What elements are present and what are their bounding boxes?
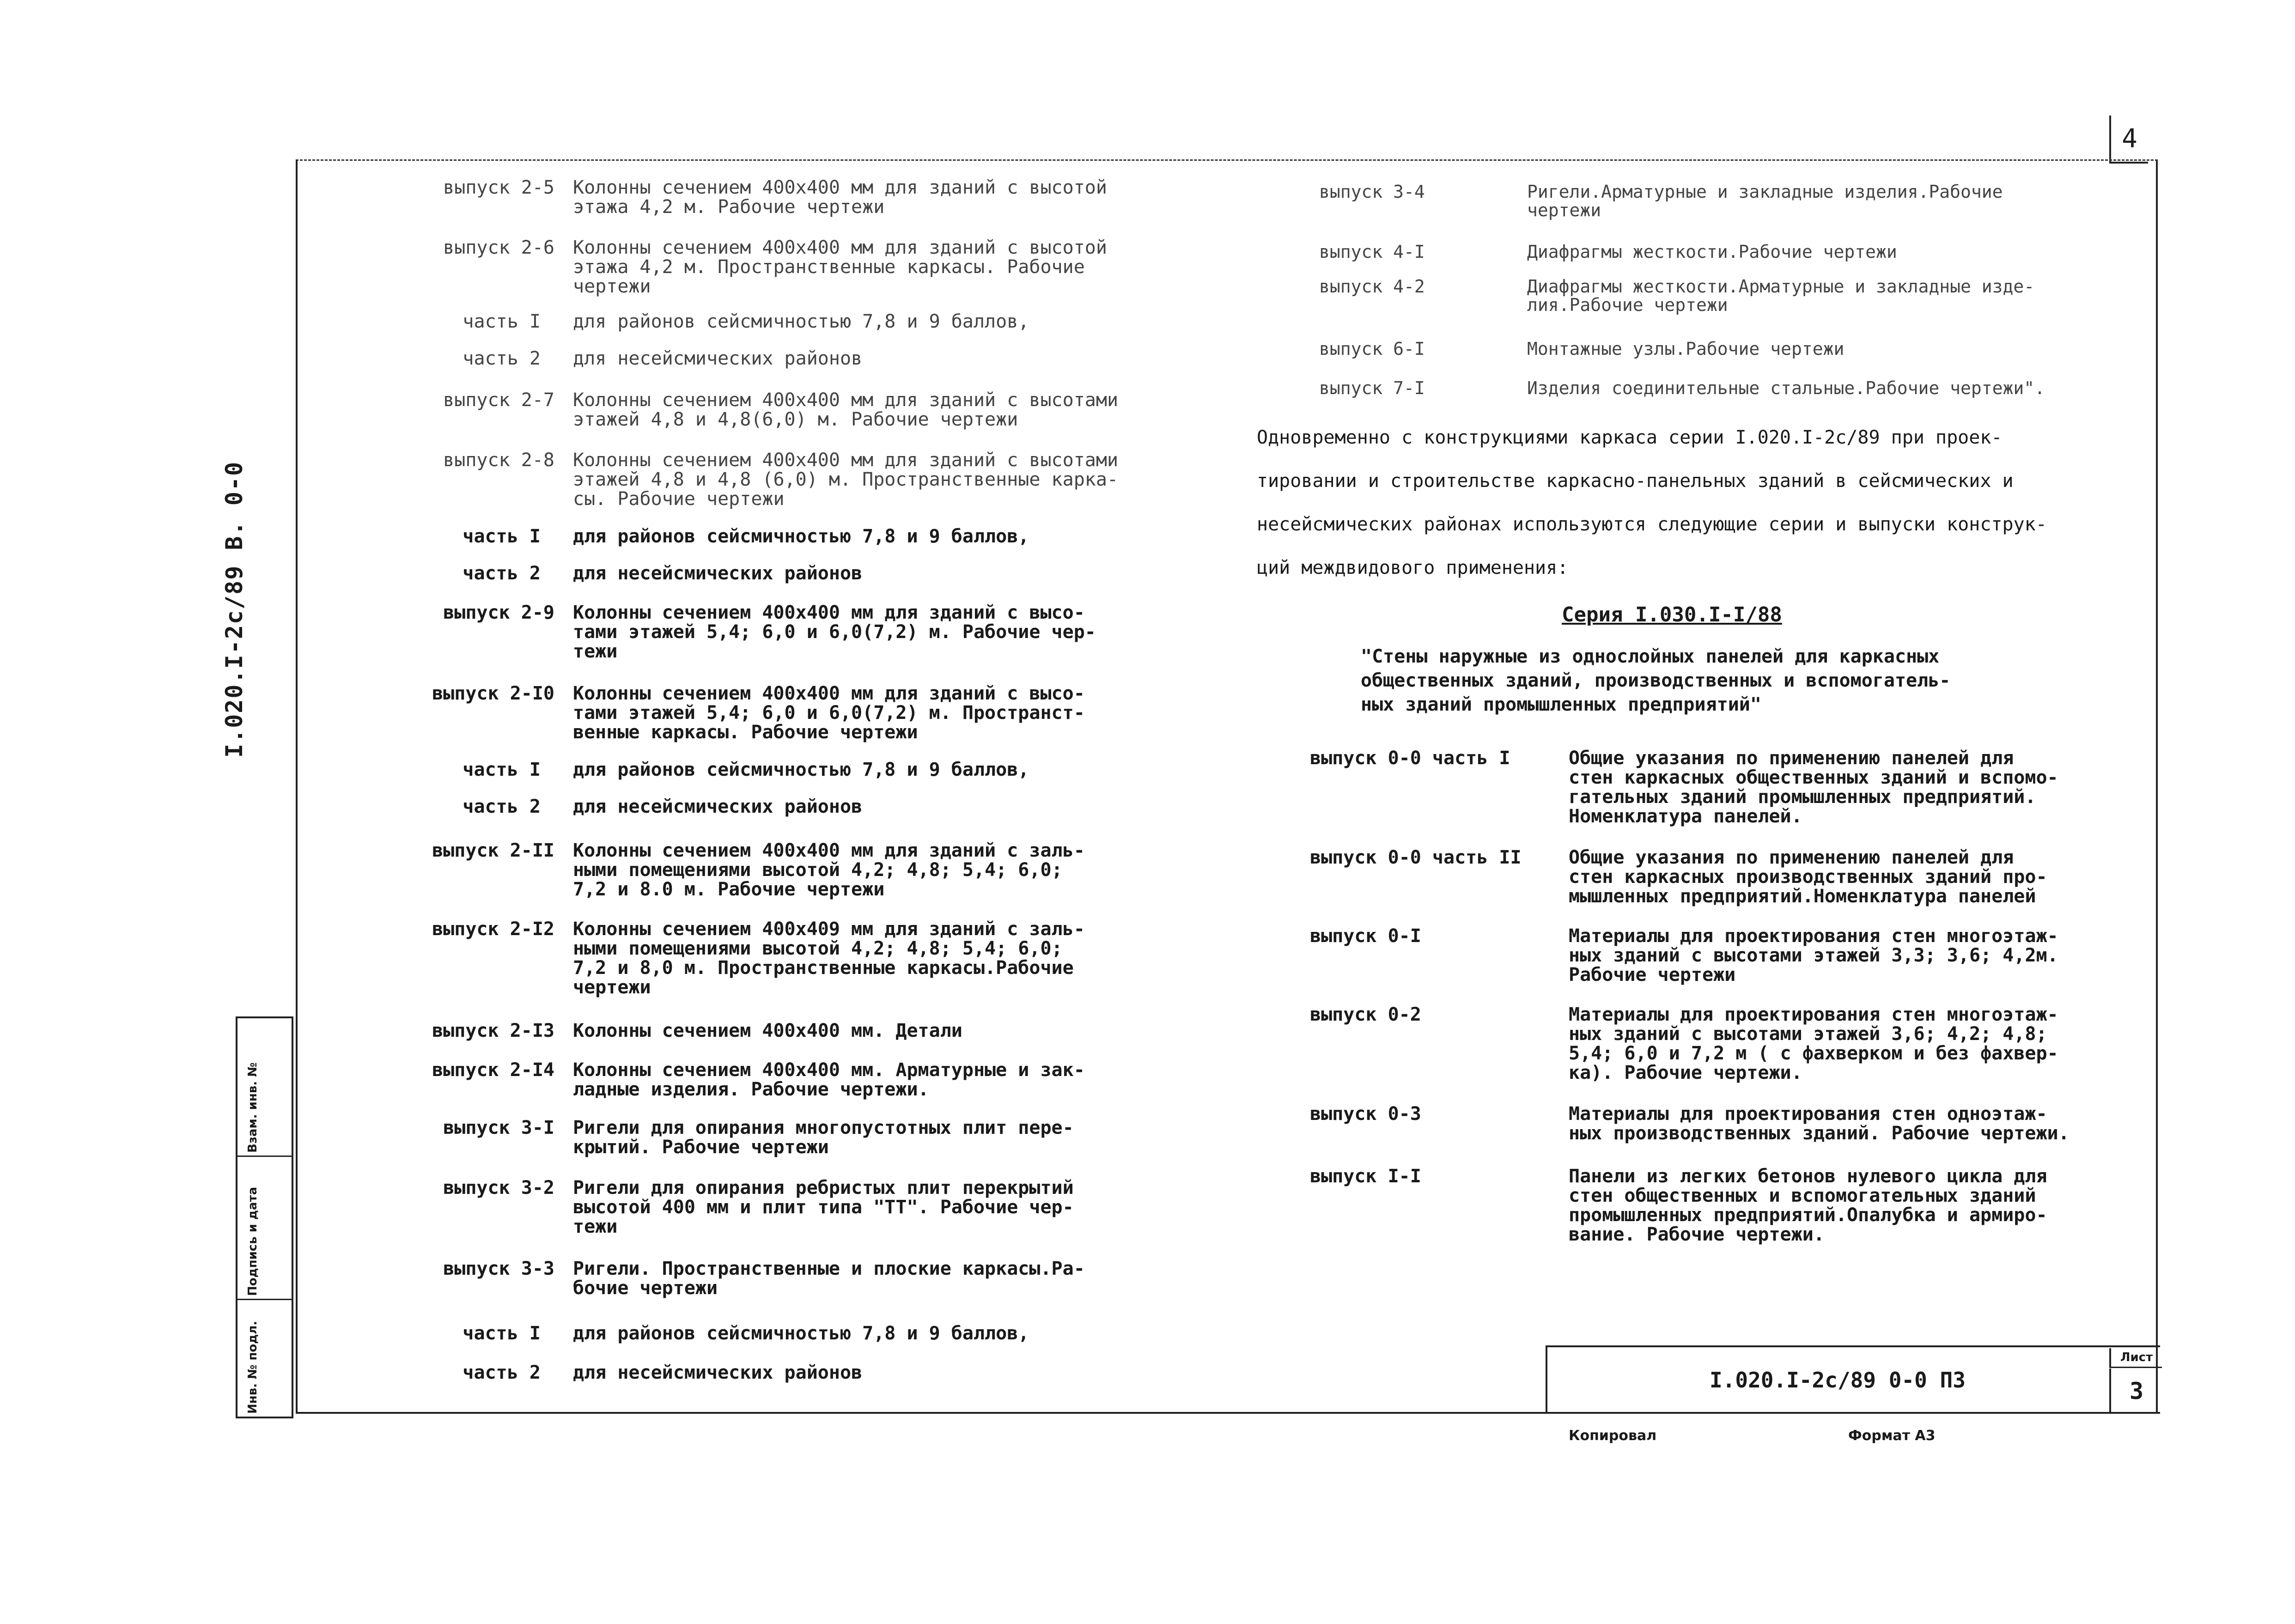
entry-text: Ригели. Пространственные и плоские каркасы.Ра- бочие чертежи: [573, 1258, 1085, 1299]
entry-text: Изделия соединительные стальные.Рабочие чертежи".: [1527, 378, 2045, 398]
entry-label: часть 2: [463, 348, 541, 369]
issue-entry: [379, 603, 1187, 661]
entry-label: выпуск 2-II: [432, 840, 554, 861]
entry-text: Ригели.Арматурные и закладные изделия.Рабочие чертежи: [1527, 182, 2003, 220]
entry-label: выпуск 0-3: [1310, 1103, 1421, 1125]
issue-entry: [1319, 379, 2151, 397]
side-cell-replacement: [237, 1018, 292, 1157]
entry-label: выпуск 2-5: [443, 177, 554, 198]
series-description: "Стены наружные из однослойных панелей для каркасных общественных зданий, производственных и вспомогатель- ных зданий промышленных предприятий": [1361, 646, 1951, 715]
issue-entry: [1319, 277, 2151, 314]
entry-label: выпуск 2-9: [443, 602, 554, 623]
issue-entry: [1310, 848, 2142, 906]
entry-label: часть 2: [463, 563, 541, 584]
part-entry: [379, 760, 1187, 779]
issue-entry: [379, 684, 1187, 742]
entry-text: Колонны сечением 400х400 мм для зданий с высо- тами этажей 5,4; 6,0 и 6,0(7,2) м. Рабочие чер- тежи: [573, 602, 1096, 662]
entry-label: выпуск 4-I: [1319, 242, 1425, 262]
entry-text: для районов сейсмичностью 7,8 и 9 баллов,: [573, 1323, 1029, 1344]
entry-text: Колонны сечением 400х400 мм для зданий с высотами этажей 4,8 и 4,8(6,0) м. Рабочие чертежи: [573, 389, 1119, 430]
issue-entry: [379, 238, 1187, 296]
entry-label: часть 2: [463, 1362, 541, 1383]
side-cell-signature: [237, 1157, 292, 1300]
vertical-document-code: I.020.I-2c/89 В. 0-0: [221, 461, 248, 758]
side-stamp-table: [236, 1016, 293, 1418]
part-entry: [379, 312, 1187, 331]
issue-entry: [1310, 1104, 2142, 1143]
issue-entry: [1319, 182, 2151, 219]
footer-format: Формат А3: [1848, 1428, 1936, 1444]
side-cell-inventory: [237, 1300, 292, 1417]
entry-label: часть I: [463, 311, 541, 332]
part-entry: [379, 349, 1187, 368]
issue-entry: [379, 1060, 1187, 1099]
part-entry: [379, 564, 1187, 583]
issue-entry: [379, 1178, 1187, 1236]
issue-entry: [1310, 1167, 2142, 1244]
entry-text: Материалы для проектирования стен многоэтаж- ных зданий с высотами этажей 3,6; 4,2; 4,8; 5,4; 6,0 и 7,2 м ( с фахверком и без фахвер- ка). Рабочие чертежи.: [1569, 1004, 2058, 1083]
entry-label: выпуск 4-2: [1319, 276, 1425, 297]
entry-label: выпуск 0-2: [1310, 1004, 1421, 1025]
part-entry: [379, 1324, 1187, 1343]
entry-text: Диафрагмы жесткости.Рабочие чертежи: [1527, 242, 1897, 262]
part-entry: [379, 1363, 1187, 1382]
entry-text: для несейсмических районов: [573, 563, 863, 584]
entry-label: выпуск 2-I4: [432, 1059, 554, 1081]
entry-label: выпуск 0-0 часть I: [1310, 748, 1510, 769]
issue-entry: [1310, 1005, 2142, 1083]
issue-entry: [379, 450, 1187, 509]
entry-text: Колонны сечением 400х400 мм для зданий с высотой этажа 4,2 м. Пространственные каркасы. Рабочие чертежи: [573, 237, 1107, 297]
entry-label: часть 2: [463, 796, 541, 817]
entry-label: выпуск 2-I2: [432, 918, 554, 940]
entry-label: выпуск 7-I: [1319, 378, 1425, 398]
entry-label: выпуск 0-0 часть II: [1310, 847, 1522, 868]
entry-label: выпуск 3-2: [443, 1177, 554, 1198]
entry-text: Колонны сечением 400х409 мм для зданий с заль- ными помещениями высотой 4,2; 4,8; 5,4; 6,0; 7,2 и 8,0 м. Пространственные каркасы.Рабочие чертежи: [573, 918, 1085, 998]
entry-text: для несейсмических районов: [573, 796, 863, 817]
entry-text: Колонны сечением 400х400 мм. Детали: [573, 1020, 962, 1041]
issue-entry: [379, 919, 1187, 997]
entry-label: часть I: [463, 526, 541, 547]
entry-label: выпуск 6-I: [1319, 339, 1425, 359]
entry-text: для несейсмических районов: [573, 1362, 863, 1383]
entry-text: для несейсмических районов: [573, 348, 863, 369]
page-number: 4: [2109, 116, 2148, 164]
issue-entry: [379, 1021, 1187, 1040]
sheet-label: Лист: [2109, 1348, 2162, 1368]
entry-text: для районов сейсмичностью 7,8 и 9 баллов,: [573, 526, 1029, 547]
entry-text: Материалы для проектирования стен многоэтаж- ных зданий с высотами этажей 3,3; 3,6; 4,2м. Рабочие чертежи: [1569, 925, 2058, 985]
issue-entry: [379, 841, 1187, 899]
entry-label: выпуск 2-7: [443, 389, 554, 411]
entry-text: Колонны сечением 400х400 мм для зданий с высо- тами этажей 5,4; 6,0 и 6,0(7,2) м. Пространст- венные каркасы. Рабочие чертежи: [573, 683, 1085, 743]
entry-label: выпуск I-I: [1310, 1166, 1421, 1187]
entry-text: для районов сейсмичностью 7,8 и 9 баллов,: [573, 759, 1029, 780]
issue-entry: [1310, 926, 2142, 985]
title-block-code: I.020.I-2c/89 0-0 ПЗ: [1710, 1368, 1966, 1393]
intro-paragraph: Одновременно с конструкциями каркаса серии I.020.I-2c/89 при проек- тировании и строительстве каркасно-панельных зданий в сейсмических и несейсмических районах используются следующие серии и выпуски конструк- ций междвидового применения:: [1257, 427, 2047, 578]
issue-entry: [379, 390, 1187, 429]
entry-text: для районов сейсмичностью 7,8 и 9 баллов,: [573, 311, 1029, 332]
entry-text: Колонны сечением 400х400 мм для зданий с высотой этажа 4,2 м. Рабочие чертежи: [573, 177, 1107, 218]
issue-entry: [379, 178, 1187, 217]
footer-copied: Копировал: [1569, 1428, 1657, 1444]
side-cell-label: Взам. инв. №: [246, 1062, 260, 1153]
sheet-number: 3: [2109, 1369, 2162, 1414]
entry-text: Общие указания по применению панелей для стен каркасных производственных зданий про- мышленных предприятий.Номенклатура панелей: [1569, 847, 2047, 907]
entry-label: выпуск 2-8: [443, 450, 554, 471]
entry-label: выпуск 2-I3: [432, 1020, 554, 1041]
entry-label: выпуск 2-6: [443, 237, 554, 258]
entry-label: выпуск 0-I: [1310, 925, 1421, 947]
entry-text: Материалы для проектирования стен одноэтаж- ных производственных зданий. Рабочие чертежи.: [1569, 1103, 2070, 1144]
entry-label: выпуск 3-I: [443, 1117, 554, 1138]
entry-text: Общие указания по применению панелей для стен каркасных общественных зданий и вспомо- гательных зданий промышленных предприятий. Номенклатура панелей.: [1569, 748, 2058, 827]
entry-text: Ригели для опирания многопустотных плит пере- крытий. Рабочие чертежи: [573, 1117, 1074, 1158]
part-entry: [379, 797, 1187, 816]
issue-entry: [1319, 340, 2151, 358]
entry-label: выпуск 3-4: [1319, 182, 1425, 202]
entry-text: Диафрагмы жесткости.Арматурные и закладные изде- лия.Рабочие чертежи: [1527, 276, 2035, 315]
entry-text: Колонны сечением 400х400 мм. Арматурные и зак- ладные изделия. Рабочие чертежи.: [573, 1059, 1085, 1100]
entry-text: Колонны сечением 400х400 мм для зданий с заль- ными помещениями высотой 4,2; 4,8; 5,4; 6,0; 7,2 и 8.0 м. Рабочие чертежи: [573, 840, 1085, 900]
issue-entry: [379, 1259, 1187, 1298]
entry-label: выпуск 2-I0: [432, 683, 554, 704]
entry-label: часть I: [463, 1323, 541, 1344]
series-title: Серия I.030.I-I/88: [1562, 603, 1782, 626]
entry-text: Монтажные узлы.Рабочие чертежи: [1527, 339, 1845, 359]
side-cell-label: Инв. № подл.: [246, 1320, 260, 1414]
entry-text: Ригели для опирания ребристых плит перекрытий высотой 400 мм и плит типа "ТТ". Рабочие чер- тежи: [573, 1177, 1074, 1237]
side-cell-label: Подпись и дата: [246, 1186, 260, 1296]
entry-text: Колонны сечением 400х400 мм для зданий с высотами этажей 4,8 и 4,8 (6,0) м. Пространственные карка- сы. Рабочие чертежи: [573, 450, 1119, 510]
part-entry: [379, 527, 1187, 546]
issue-entry: [1310, 748, 2142, 826]
entry-text: Панели из легких бетонов нулевого цикла для стен общественных и вспомогательных зданий промышленных предприятий.Опалубка и армиро- вание. Рабочие чертежи.: [1569, 1166, 2047, 1245]
entry-label: выпуск 3-3: [443, 1258, 554, 1279]
issue-entry: [379, 1118, 1187, 1157]
issue-entry: [1319, 243, 2151, 261]
entry-label: часть I: [463, 759, 541, 780]
